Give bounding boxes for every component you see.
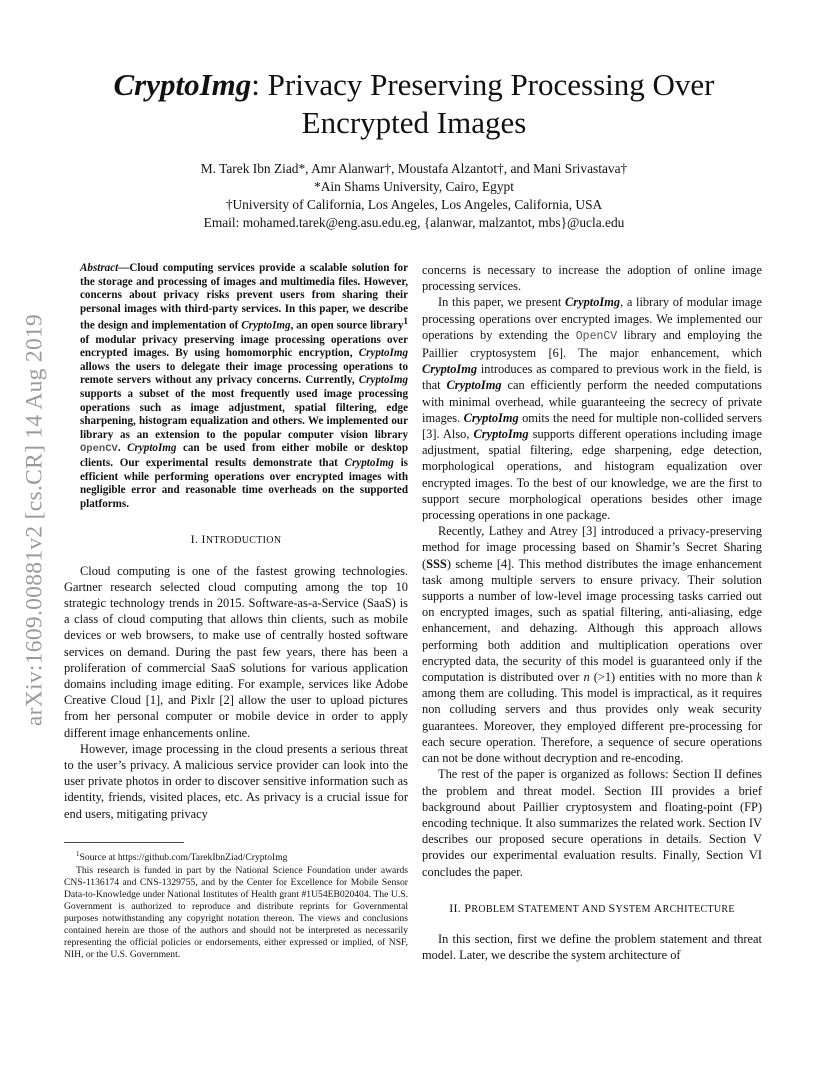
abstract-text-3: of modular privacy preserving image processing operations over encrypted images. By using homomorphic encryption, — [80, 333, 408, 360]
sc: YSTEM — [615, 903, 654, 915]
left-column — [64, 262, 408, 822]
library-name: CryptoImg — [422, 362, 478, 377]
arxiv-id: arXiv:1609.00881v2 [cs.CR] 14 Aug 2019 — [21, 313, 48, 727]
abstract-opencv: OpenCV — [80, 443, 118, 456]
paper-title — [60, 66, 768, 142]
abstract-library-name: CryptoImg — [127, 442, 177, 455]
sss-acronym: SSS — [426, 556, 447, 571]
abstract-library-name: CryptoImg — [358, 347, 408, 360]
footnote-1 — [64, 848, 408, 864]
section-smallcaps: NTRODUCTION — [205, 535, 282, 547]
footnote-rule — [64, 842, 184, 843]
math-n: n — [583, 670, 590, 685]
affiliation-1: *Ain Shams University, Cairo, Egypt — [314, 179, 514, 194]
abstract-text-5: supports a subset of the most frequently used image processing operations such as image adjustment, spatial filtering, edge sharpening, histogram equalization and others. We implemented our library as an extension to the popular computer vision library — [80, 388, 408, 441]
text: library and employing the Paillier cryptosystem [6]. The major enhancement, which — [422, 327, 762, 361]
abstract-label: Abstract — [80, 262, 119, 274]
abstract-library-name: CryptoImg — [358, 374, 408, 387]
abstract-library-name: CryptoImg — [344, 457, 394, 469]
footnote-marker: 1 — [403, 317, 409, 328]
text: introduces as compared to previous work in the field, is that — [422, 362, 762, 393]
right-paragraph-0: concerns is necessary to increase the adoption of online image processing services. — [422, 263, 762, 294]
abstract — [80, 262, 408, 511]
right-paragraph-1 — [422, 294, 762, 523]
library-name: CryptoImg — [473, 427, 529, 442]
library-name: CryptoImg — [463, 410, 519, 425]
opencv-name: OpenCV — [575, 329, 618, 343]
cap: S — [608, 900, 616, 915]
intro-paragraph-2: However, image processing in the cloud presents a serious threat to the user’s privacy. A malicious service provider can look into the user private photos in order to discover sensitive information such as identity, friends, visited places, etc. As privacy is a crucial issue for end users, mitigating privacy — [64, 741, 408, 821]
section-number: I. — [190, 532, 202, 547]
section-heading-introduction — [64, 531, 408, 549]
right-paragraph-4: In this section, first we define the problem statement and threat model. Later, we describe the system architecture of — [422, 931, 762, 963]
funding-note: This research is funded in part by the National Science Foundation under awards CNS-1136174 and CNS-1329755, and by the Center for Excellence for Mobile Sensor Data-to-Knowledge under National Institutes of Health grant #1U54EB020404. The U.S. Government is authorized to reproduce and distribute reprints for Governmental purposes notwithstanding any copyright notation thereon. The views and conclusions contained herein are those of the authors and should not be interpreted as necessarily representing the official policies or endorsements, either expressed or implied, of NSF, NIH, or the U.S. Government. — [64, 865, 408, 961]
author-block — [60, 160, 768, 232]
section-cap: I — [201, 532, 206, 547]
abstract-text-6: . — [117, 442, 128, 455]
text: among them are colluding. This model is impractical, as it requires non colluding servers and thus provides only weak security guarantees. Moreover, they employed different pre-processing for each secure operation. Therefore, a sequence of secure operations can not be done without decryption and re-encoding. — [422, 686, 762, 766]
text: ) scheme [4]. This method distributes the image enhancement task among multiple servers to ensure privacy. Their solution supports a number of low-level image processing tasks carried out on encrypted images, such as spatial filtering, anti-aliasing, edge enhancement, and dehazing. Although this approach allows performing both addition and multiplication operations over encrypted data, the security of this model is guaranteed only if the computation is distributed over — [422, 556, 762, 685]
text: , a library of modular image processing operations over encrypted images. We implemented our operations by extending the — [422, 295, 762, 342]
abstract-text-1: Cloud computing services provide a scalable solution for the storage and processing of images and multimedia files. However, concerns about privacy risks prevent users from sharing their personal images with third-party services. In this paper, we describe the design and implementation of — [80, 262, 408, 333]
library-name: CryptoImg — [564, 295, 621, 310]
abstract-text-7: can be used from either mobile or desktop clients. Our experimental results demonstrate that — [80, 442, 408, 469]
title-library-name: CryptoImg — [113, 67, 252, 102]
cap: A — [653, 900, 663, 915]
sc: ROBLEM — [471, 903, 518, 915]
text: can efficiently perform the needed computations with minimal overhead, while guaranteeing the secrecy of private images. — [422, 378, 762, 425]
title-line2: Encrypted Images — [301, 105, 527, 140]
section-number: II. — [449, 900, 465, 915]
abstract-text-2: , an open source library — [290, 320, 404, 333]
abstract-text-4: allows the users to delegate their image processing operations to remote servers without any privacy concerns. Currently, — [80, 360, 408, 387]
footnote-1-mark: 1 — [76, 850, 80, 858]
sc: RCHITECTURE — [662, 903, 735, 915]
right-column — [422, 262, 762, 963]
author-email: Email: mohamed.tarek@eng.asu.edu.eg, {alanwar, malzantot, mbs}@ucla.edu — [203, 215, 625, 230]
cap: P — [464, 900, 472, 915]
abstract-text-8: is efficient while performing operations over encrypted images with negligible error and reasonable time overheads on the supported platforms. — [80, 457, 408, 510]
section-heading-problem-statement — [422, 900, 762, 918]
text: omits the need for multiple non-collided servers [3]. Also, — [422, 410, 762, 442]
math-k: k — [756, 670, 762, 685]
arxiv-sidebar-stamp — [12, 280, 58, 760]
cap: S — [517, 900, 525, 915]
abstract-dash: — — [118, 262, 130, 274]
text: Recently, Lathey and Atrey [3] introduced a privacy-preserving method for image processing based on Shamir’s Secret Sharing ( — [422, 524, 762, 571]
footnotes — [64, 848, 408, 962]
affiliation-2: †University of California, Los Angeles, Los Angeles, California, USA — [225, 197, 603, 212]
intro-paragraph-1: Cloud computing is one of the fastest growing technologies. Gartner research selected cloud computing among the top 10 strategic technology trends in 2015. Software-as-a-Service (SaaS) is a class of cloud computing that allows thin clients, such as mobile devices or web browsers, to make use of centrally hosted software services on demand. During the past few years, there has been a proliferation of commercial SaaS solutions for various application domains including image editing. For example, services like Adobe Creative Cloud [1], and Pixlr [2] allow the user to upload pictures from her personal computer or mobile device in order to apply different image enhancements online. — [64, 563, 408, 740]
cap: A — [581, 900, 591, 915]
abstract-library-name: CryptoImg — [241, 320, 291, 333]
right-paragraph-3: The rest of the paper is organized as follows: Section II defines the problem and threat model. Section III provides a brief background about Paillier cryptosystem and floating-point (FP) encoding technique. It also summarizes the related work. Section IV describes our proposed secure operations in details. Section V provides our experimental evaluation results. Finally, Section VI concludes the paper. — [422, 767, 762, 879]
footnote-1-text: Source at https://github.com/TarekIbnZiad/CryptoImg — [79, 852, 288, 864]
author-names: M. Tarek Ibn Ziad*, Amr Alanwar†, Moustafa Alzantot†, and Mani Srivastava† — [200, 161, 628, 176]
sc: TATEMENT — [524, 903, 582, 915]
library-name: CryptoImg — [446, 378, 502, 393]
text: In this paper, we present — [438, 295, 565, 310]
right-paragraph-2 — [422, 523, 762, 766]
text: supports different operations including image adjustment, spatial filtering, edge sharpening, edge detection, morphological operations, and histogram equalization over encrypted images. To the best of our knowledge, we are the first to support secure morphological operations besides other image processing operations in one package. — [422, 427, 763, 523]
sc: ND — [590, 903, 609, 915]
text: (>1) entities with no more than — [589, 670, 757, 685]
title-line1-rest: : Privacy Preserving Processing Over — [251, 67, 715, 102]
